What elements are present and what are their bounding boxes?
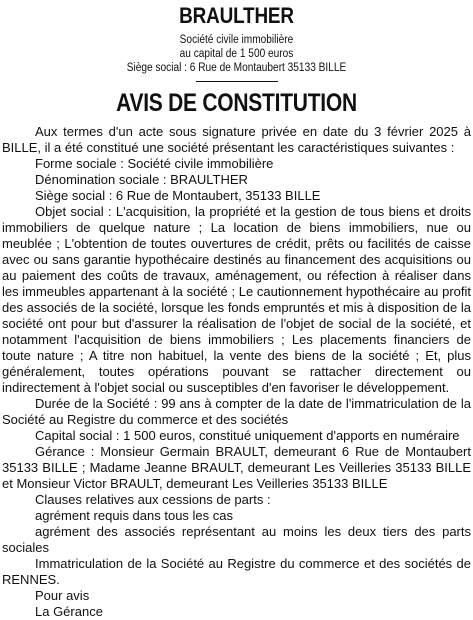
share-capital-line: Capital social : 1 500 euros, constitué uniquement d'apports en numéraire xyxy=(35,428,460,443)
management-paragraph: Gérance : Monsieur Germain BRAULT, demeurant 6 Rue de Montaubert 35133 BILLE ; Madame Jeanne BRAULT, demeurant Les Veilleries 35133 BILLE et Monsieur Victor BRAULT, demeurant Les Veilleries 35133 BILLE xyxy=(2,444,471,491)
duration-paragraph: Durée de la Société : 99 ans à compter de la date de l'immatriculation de la Société au Registre du commerce et des sociétés xyxy=(2,396,471,427)
legal-form-line: Forme sociale : Société civile immobilière xyxy=(35,156,274,171)
company-capital-line: au capital de 1 500 euros xyxy=(179,48,294,60)
company-denomination-line: Dénomination sociale : BRAULTHER xyxy=(35,172,248,187)
title-divider xyxy=(196,81,278,82)
company-address-line: Siège social : 6 Rue de Montaubert 35133 BILLE xyxy=(126,62,347,74)
company-name: BRAULTHER xyxy=(179,3,294,28)
for-notice-line: Pour avis xyxy=(35,588,90,603)
signatory-line: La Gérance xyxy=(35,604,103,619)
share-transfer-clauses-line: Clauses relatives aux cessions de parts : xyxy=(35,492,271,507)
approval-required-line: agrément requis dans tous les cas xyxy=(35,508,233,523)
approval-majority-line: agrément des associés représentant au moins les deux tiers des parts sociales xyxy=(2,524,471,555)
company-form-line: Société civile immobilière xyxy=(179,34,294,46)
corporate-purpose-paragraph: Objet social : L'acquisition, la propriété et la gestion de tous biens et droits immobiliers de quelque nature ; La location de biens immobiliers, nue ou meublée ; L'obtention de toutes ouvertures de crédit, prêts ou facilités de caisse avec ou sans garantie hypothécaire destinés au financement des acquisitions ou au paiement des coûts de travaux, aménagement, ou réfection à réaliser dans les immeubles appartenant à la société ; Le cautionnement hypothécaire au profit des associés de la société, lorsque les fonds empruntés et mis à disposition de la société ont pour but d'assurer la réalisation de l'objet de social de la société, et notamment l'acquisition de biens immobiliers ; Les placements financiers de toute nature ; A titre non habituel, la vente des biens de la société ; Et, plus généralement, toutes opérations pouvant se rattacher directement ou indirectement à l'objet social ou susceptibles d'en favoriser le développement. xyxy=(2,204,471,395)
notice-title: AVIS DE CONSTITUTION xyxy=(116,89,357,117)
registered-office-line: Siège social : 6 Rue de Montaubert, 35133 BILLE xyxy=(35,188,321,203)
intro-paragraph: Aux termes d'un acte sous signature privée en date du 3 février 2025 à BILLE, il a été constitué une société présentant les caractéristiques suivantes : xyxy=(2,124,471,155)
registration-line: Immatriculation de la Société au Registre du commerce et des sociétés de RENNES. xyxy=(2,556,471,587)
notice-body xyxy=(2,124,471,620)
